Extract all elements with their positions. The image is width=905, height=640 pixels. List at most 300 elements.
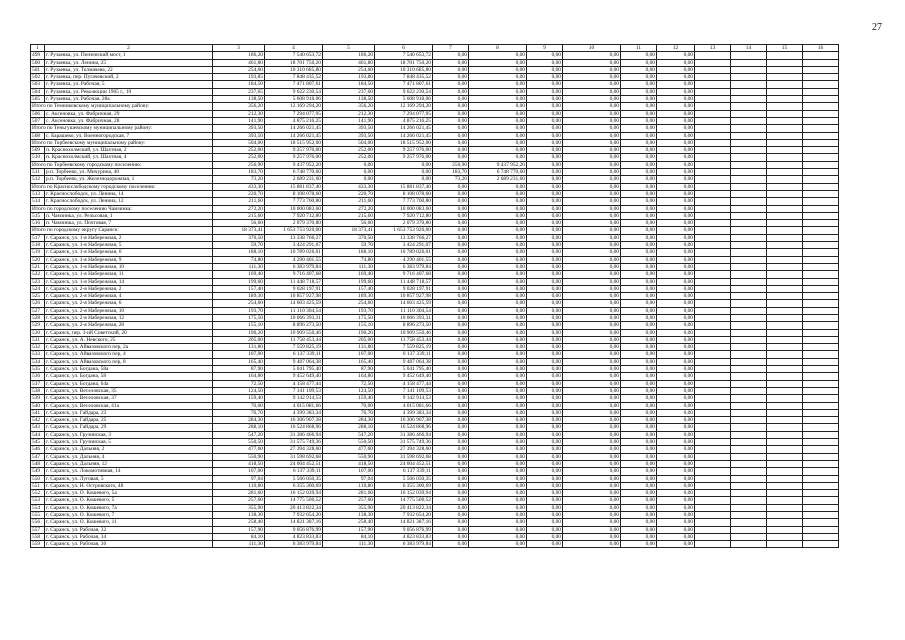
table-cell: 0,00 <box>469 490 527 497</box>
empty-cell <box>731 387 767 394</box>
table-row <box>31 154 839 161</box>
table-cell: 10 909 550,46 <box>375 329 433 336</box>
table-cell: 18 701 750,20 <box>265 59 323 66</box>
table-cell: 0,00 <box>469 533 527 540</box>
empty-cell <box>695 300 731 307</box>
table-cell: 0,00 <box>433 468 469 475</box>
table-cell: 0,00 <box>563 139 621 146</box>
table-cell: 0,00 <box>621 249 657 256</box>
empty-cell <box>803 132 839 139</box>
empty-cell <box>731 110 767 117</box>
empty-cell <box>695 439 731 446</box>
table-row <box>31 490 839 497</box>
table-cell: 0,00 <box>527 453 563 460</box>
table-cell: 7 559 825,19 <box>265 344 323 351</box>
column-number: 15 <box>767 45 803 52</box>
table-cell: 8 108 078,60 <box>375 190 433 197</box>
address-cell: г. Саранск, ул. Богдана, 64а <box>45 380 213 387</box>
table-cell: 0,00 <box>469 519 527 526</box>
table-cell: 215,60 <box>213 212 265 219</box>
table-cell: 252,00 <box>323 147 375 154</box>
table-cell: 0,00 <box>563 125 621 132</box>
table-cell: 0,00 <box>433 512 469 519</box>
table-cell: 7 773 760,80 <box>265 198 323 205</box>
table-cell: 0,00 <box>621 190 657 197</box>
table-cell: 183,70 <box>433 169 469 176</box>
empty-cell <box>767 387 803 394</box>
table-cell: 0,00 <box>621 431 657 438</box>
table-cell: 0,00 <box>621 460 657 467</box>
table-cell: 281,60 <box>323 490 375 497</box>
table-cell: 0,00 <box>527 468 563 475</box>
table-cell: 0,00 <box>657 169 695 176</box>
table-cell: 0,00 <box>657 439 695 446</box>
table-cell: 1 653 753 920,00 <box>265 227 323 234</box>
empty-cell <box>767 176 803 183</box>
table-row <box>31 387 839 394</box>
table-cell: 4 015 081,66 <box>265 402 323 409</box>
table-row <box>31 446 839 453</box>
table-cell: 7 559 825,19 <box>375 344 433 351</box>
row-number: 550 <box>31 475 45 482</box>
table-row <box>31 351 839 358</box>
table-cell: 0,00 <box>469 424 527 431</box>
empty-cell <box>803 81 839 88</box>
table-cell: 0,00 <box>563 176 621 183</box>
table-cell: 254,60 <box>323 300 375 307</box>
table-cell: 0,00 <box>433 336 469 343</box>
table-cell: 0,00 <box>527 271 563 278</box>
table-cell: 7 471 807,61 <box>265 81 323 88</box>
empty-cell <box>767 212 803 219</box>
table-cell: 9 056 876,99 <box>375 526 433 533</box>
empty-cell <box>695 409 731 416</box>
table-cell: 0,00 <box>433 446 469 453</box>
empty-cell <box>767 512 803 519</box>
table-cell: 0,00 <box>469 475 527 482</box>
empty-cell <box>803 431 839 438</box>
empty-cell <box>803 190 839 197</box>
table-cell: 0,00 <box>621 490 657 497</box>
subtotal-label: Итого по городскому поселению Чамзинка: <box>31 205 213 212</box>
empty-cell <box>767 439 803 446</box>
empty-cell <box>767 526 803 533</box>
empty-cell <box>767 460 803 467</box>
table-row <box>31 358 839 365</box>
table-cell: 0,00 <box>657 344 695 351</box>
subtotal-label: Итого по Теньгушевскому муниципальному району: <box>31 125 213 132</box>
address-cell: р.п. Торбеево, ул. Мичурина, 40 <box>45 169 213 176</box>
row-number: 548 <box>31 460 45 467</box>
table-cell: 0,00 <box>563 504 621 511</box>
table-cell: 0,00 <box>375 161 433 168</box>
table-cell: 0,00 <box>621 482 657 489</box>
table-cell: 14 821 387,16 <box>265 519 323 526</box>
table-cell: 0,00 <box>563 300 621 307</box>
table-row <box>31 169 839 176</box>
empty-cell <box>695 88 731 95</box>
empty-cell <box>767 147 803 154</box>
table-cell: 10 310 685,80 <box>265 66 323 73</box>
column-number: 11 <box>621 45 657 52</box>
table-cell: 0,00 <box>657 358 695 365</box>
empty-cell <box>731 512 767 519</box>
table-row <box>31 533 839 540</box>
table-cell: 393,50 <box>213 132 265 139</box>
table-cell: 73,20 <box>433 176 469 183</box>
table-cell: 0,00 <box>469 154 527 161</box>
table-row <box>31 212 839 219</box>
table-cell: 0,00 <box>527 417 563 424</box>
table-row <box>31 380 839 387</box>
empty-cell <box>803 314 839 321</box>
table-cell: 9 437 952,20 <box>265 161 323 168</box>
address-cell: г. Рузаевка, ул. Рабочая, 5 <box>45 81 213 88</box>
subtotal-row <box>31 161 839 168</box>
empty-cell <box>767 205 803 212</box>
table-cell: 0,00 <box>657 431 695 438</box>
table-row <box>31 271 839 278</box>
table-cell: 0,00 <box>657 234 695 241</box>
empty-cell <box>731 395 767 402</box>
empty-cell <box>731 198 767 205</box>
empty-cell <box>767 366 803 373</box>
column-number: 10 <box>563 45 621 52</box>
table-row <box>31 497 839 504</box>
table-cell: 0,00 <box>563 526 621 533</box>
row-number: 534 <box>31 358 45 365</box>
table-cell: 0,00 <box>527 409 563 416</box>
table-cell: 0,00 <box>563 81 621 88</box>
empty-cell <box>767 88 803 95</box>
table-cell: 0,00 <box>469 402 527 409</box>
table-cell: 9 028 197,91 <box>375 285 433 292</box>
column-number: 13 <box>695 45 731 52</box>
empty-cell <box>731 263 767 270</box>
table-cell: 11 110 304,54 <box>265 307 323 314</box>
table-row <box>31 293 839 300</box>
table-cell: 0,00 <box>469 74 527 81</box>
table-cell: 0,00 <box>621 468 657 475</box>
table-cell: 550,90 <box>213 453 265 460</box>
table-cell: 0,00 <box>563 59 621 66</box>
table-row <box>31 278 839 285</box>
table-cell: 9 716 407,68 <box>265 271 323 278</box>
table-cell: 0,00 <box>527 212 563 219</box>
empty-cell <box>731 190 767 197</box>
table-cell: 0,00 <box>433 154 469 161</box>
table-cell: 0,00 <box>563 293 621 300</box>
table-cell: 24 004 452,51 <box>375 460 433 467</box>
table-cell: 0,00 <box>433 125 469 132</box>
table-cell: 0,00 <box>433 482 469 489</box>
table-cell: 14 266 021,45 <box>265 125 323 132</box>
empty-cell <box>767 358 803 365</box>
subtotal-row <box>31 103 839 110</box>
address-cell: с. Аксеновка, ул. Фабричная, 29 <box>45 110 213 117</box>
table-cell: 0,00 <box>469 541 527 548</box>
table-cell: 272,20 <box>213 205 265 212</box>
empty-cell <box>803 256 839 263</box>
empty-cell <box>767 336 803 343</box>
table-cell: 0,00 <box>563 475 621 482</box>
empty-cell <box>767 314 803 321</box>
empty-cell <box>803 249 839 256</box>
empty-cell <box>695 417 731 424</box>
empty-cell <box>731 424 767 431</box>
empty-cell <box>695 526 731 533</box>
table-cell: 0,00 <box>433 103 469 110</box>
table-cell: 0,00 <box>469 132 527 139</box>
row-number: 545 <box>31 439 45 446</box>
empty-cell <box>695 519 731 526</box>
table-cell: 0,00 <box>621 373 657 380</box>
table-cell: 211,60 <box>213 198 265 205</box>
table-cell: 14 603 425,59 <box>265 300 323 307</box>
table-cell: 0,00 <box>657 59 695 66</box>
empty-cell <box>731 278 767 285</box>
table-cell: 0,00 <box>527 460 563 467</box>
table-cell: 0,00 <box>563 329 621 336</box>
table-cell: 0,00 <box>469 504 527 511</box>
table-cell: 0,00 <box>527 249 563 256</box>
table-cell: 0,00 <box>433 424 469 431</box>
empty-cell <box>731 169 767 176</box>
table-cell: 0,00 <box>657 132 695 139</box>
subtotal-label: Итого по Торбеевскому городскому поселению: <box>31 161 213 168</box>
table-cell: 0,00 <box>527 475 563 482</box>
address-cell: г. Саранск, ул. Богдана, 58 <box>45 373 213 380</box>
table-cell: 0,00 <box>527 139 563 146</box>
empty-cell <box>767 242 803 249</box>
table-row <box>31 409 839 416</box>
table-cell: 0,00 <box>527 278 563 285</box>
address-cell: г. Рузаевка, ул. Революции 1905 г., 10 <box>45 88 213 95</box>
table-cell: 0,00 <box>621 380 657 387</box>
table-cell: 0,00 <box>433 380 469 387</box>
empty-cell <box>695 198 731 205</box>
table-cell: 70,00 <box>213 402 265 409</box>
table-cell: 6 137 339,11 <box>375 468 433 475</box>
table-cell: 0,00 <box>433 439 469 446</box>
table-cell: 14 266 021,45 <box>265 132 323 139</box>
table-cell: 0,00 <box>527 242 563 249</box>
empty-cell <box>803 395 839 402</box>
table-cell: 188,10 <box>323 249 375 256</box>
empty-cell <box>767 285 803 292</box>
table-cell: 0,00 <box>657 88 695 95</box>
address-cell: г. Саранск, ул. Дальняя, 4 <box>45 453 213 460</box>
table-cell: 14 775 500,52 <box>375 497 433 504</box>
address-cell: г. Саранск, ул. Веселовская, 41а <box>45 402 213 409</box>
table-cell: 0,00 <box>621 336 657 343</box>
table-row <box>31 519 839 526</box>
table-cell: 0,00 <box>469 387 527 394</box>
empty-cell <box>803 402 839 409</box>
housing-program-table <box>30 44 839 548</box>
address-cell: г. Саранск, ул. О. Кошевого, 5 <box>45 497 213 504</box>
table-cell: 7 141 109,53 <box>265 387 323 394</box>
row-number: 517 <box>31 234 45 241</box>
table-cell: 7 848 435,52 <box>375 74 433 81</box>
table-cell: 0,00 <box>657 373 695 380</box>
column-number: 16 <box>803 45 839 52</box>
table-cell: 0,00 <box>621 497 657 504</box>
table-cell: 6 383 979,84 <box>265 263 323 270</box>
empty-cell <box>695 475 731 482</box>
table-cell: 16 306 907,38 <box>375 417 433 424</box>
table-cell: 0,00 <box>433 263 469 270</box>
table-cell: 31 386 466,94 <box>375 431 433 438</box>
table-row <box>31 431 839 438</box>
table-cell: 87,90 <box>323 366 375 373</box>
empty-cell <box>803 358 839 365</box>
table-cell: 0,00 <box>469 300 527 307</box>
table-row <box>31 512 839 519</box>
table-cell: 0,00 <box>433 96 469 103</box>
table-cell: 0,00 <box>563 285 621 292</box>
empty-cell <box>767 117 803 124</box>
table-cell: 0,00 <box>433 278 469 285</box>
table-cell: 0,00 <box>621 512 657 519</box>
table-cell: 0,00 <box>657 249 695 256</box>
empty-cell <box>767 468 803 475</box>
table-cell: 0,00 <box>657 533 695 540</box>
page-number: 27 <box>872 22 882 33</box>
table-row <box>31 541 839 548</box>
table-cell: 0,00 <box>433 198 469 205</box>
row-number: 547 <box>31 453 45 460</box>
table-cell: 0,00 <box>621 147 657 154</box>
column-number: 14 <box>731 45 767 52</box>
table-cell: 131,80 <box>213 344 265 351</box>
table-cell: 0,00 <box>563 409 621 416</box>
table-cell: 74,80 <box>323 256 375 263</box>
empty-cell <box>731 351 767 358</box>
table-cell: 0,00 <box>563 183 621 190</box>
row-number: 520 <box>31 256 45 263</box>
table-cell: 9 452 649,40 <box>265 373 323 380</box>
empty-cell <box>767 293 803 300</box>
table-cell: 0,00 <box>621 205 657 212</box>
table-cell: 0,00 <box>375 176 433 183</box>
empty-cell <box>695 402 731 409</box>
empty-cell <box>695 242 731 249</box>
table-cell: 0,00 <box>433 234 469 241</box>
table-cell: 0,00 <box>563 322 621 329</box>
table-cell: 205,00 <box>213 336 265 343</box>
table-cell: 0,00 <box>621 220 657 227</box>
table-cell: 0,00 <box>657 395 695 402</box>
table-cell: 0,00 <box>621 132 657 139</box>
empty-cell <box>803 285 839 292</box>
table-cell: 199,60 <box>213 278 265 285</box>
table-cell: 0,00 <box>433 490 469 497</box>
table-cell: 0,00 <box>563 497 621 504</box>
table-cell: 0,00 <box>527 234 563 241</box>
empty-cell <box>695 344 731 351</box>
table-row <box>31 526 839 533</box>
empty-cell <box>695 314 731 321</box>
table-cell: 157,40 <box>213 285 265 292</box>
table-cell: 0,00 <box>621 504 657 511</box>
table-row <box>31 417 839 424</box>
table-cell: 7 932 654,20 <box>375 512 433 519</box>
table-cell: 0,00 <box>657 161 695 168</box>
table-cell: 461,80 <box>323 59 375 66</box>
table-cell: 9 257 976,00 <box>265 147 323 154</box>
table-cell: 0,00 <box>469 190 527 197</box>
table-cell: 0,00 <box>621 417 657 424</box>
table-cell: 9 028 197,91 <box>265 285 323 292</box>
table-cell: 4 875 216,25 <box>375 117 433 124</box>
row-number: 552 <box>31 490 45 497</box>
table-cell: 16 152 039,94 <box>375 490 433 497</box>
table-cell: 141,90 <box>323 117 375 124</box>
empty-cell <box>695 497 731 504</box>
table-row <box>31 504 839 511</box>
table-cell: 356,20 <box>323 103 375 110</box>
address-cell: г. Саранск, ул. 2-я Набережная, 6 <box>45 300 213 307</box>
table-cell: 0,00 <box>469 336 527 343</box>
table-cell: 0,00 <box>469 66 527 73</box>
empty-cell <box>767 74 803 81</box>
empty-cell <box>695 183 731 190</box>
table-cell: 141,90 <box>213 117 265 124</box>
table-cell: 0,00 <box>433 504 469 511</box>
table-cell: 0,00 <box>563 439 621 446</box>
empty-cell <box>695 293 731 300</box>
row-number: 536 <box>31 373 45 380</box>
empty-cell <box>695 263 731 270</box>
table-cell: 111,30 <box>323 263 375 270</box>
empty-cell <box>767 263 803 270</box>
row-number: 506 <box>31 110 45 117</box>
table-cell: 0,00 <box>621 161 657 168</box>
table-cell: 11 758 453,44 <box>265 336 323 343</box>
table-cell: 0,00 <box>657 322 695 329</box>
empty-cell <box>767 81 803 88</box>
table-cell: 4 290 401,55 <box>375 256 433 263</box>
table-cell: 199,60 <box>323 278 375 285</box>
table-cell: 124,50 <box>323 387 375 394</box>
empty-cell <box>695 59 731 66</box>
table-cell: 186,20 <box>213 52 265 59</box>
table-cell: 0,00 <box>621 278 657 285</box>
table-cell: 131,80 <box>323 344 375 351</box>
table-cell: 254,60 <box>213 66 265 73</box>
table-cell: 0,00 <box>527 497 563 504</box>
table-cell: 72,50 <box>323 380 375 387</box>
address-cell: г. Саранск, ул. 1-я Набережная, 10 <box>45 263 213 270</box>
table-cell: 0,00 <box>527 336 563 343</box>
table-cell: 0,00 <box>621 285 657 292</box>
table-cell: 4 399 383,34 <box>375 409 433 416</box>
empty-cell <box>803 161 839 168</box>
table-cell: 107,00 <box>323 351 375 358</box>
empty-cell <box>803 490 839 497</box>
table-cell: 73,20 <box>213 176 265 183</box>
table-cell: 175,50 <box>213 314 265 321</box>
table-cell: 0,00 <box>433 132 469 139</box>
address-cell: г. Краснослободск, ул. Ленина, 12 <box>45 198 213 205</box>
table-cell: 6 355 300,69 <box>265 482 323 489</box>
table-cell: 0,00 <box>469 439 527 446</box>
table-cell: 0,00 <box>433 329 469 336</box>
table-cell: 0,00 <box>469 344 527 351</box>
empty-cell <box>695 446 731 453</box>
table-cell: 0,00 <box>563 205 621 212</box>
